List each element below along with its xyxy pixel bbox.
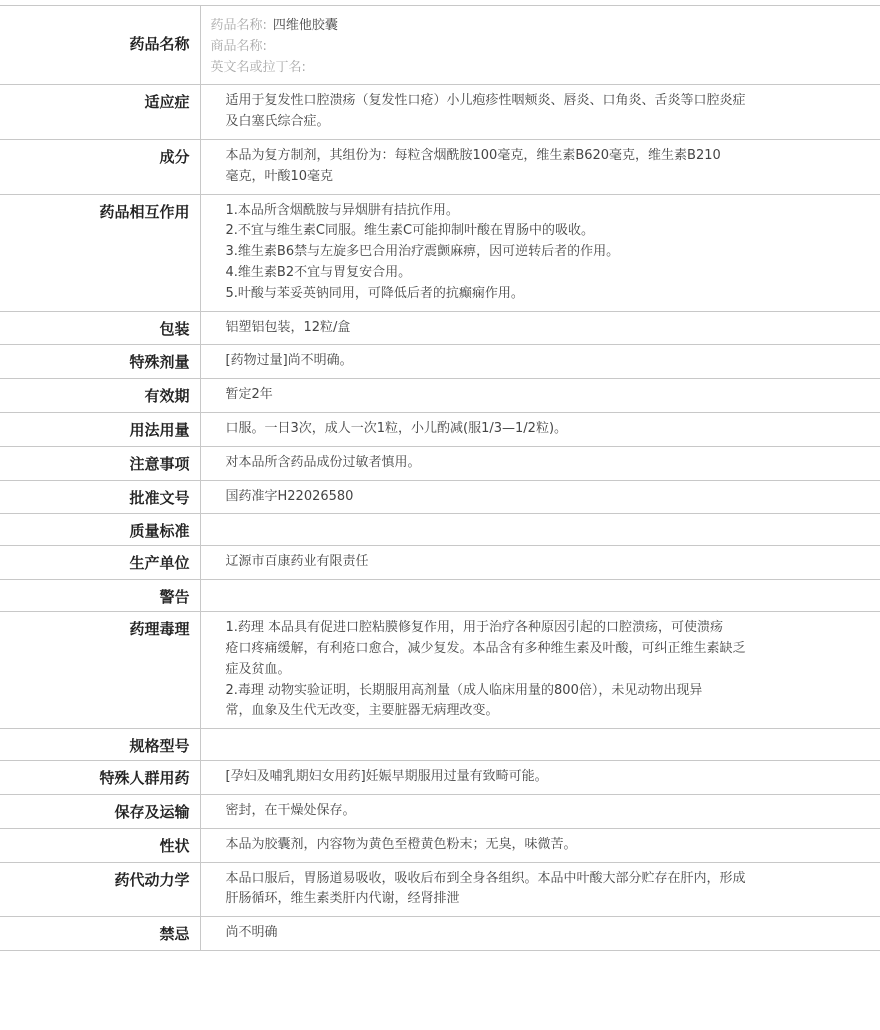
generic-name-line (211, 16, 871, 37)
value-line: 密封，在干燥处保存。 (225, 802, 356, 818)
trade-name-key: 商品名称: (210, 38, 267, 54)
value-line: 症及贫血。 (225, 661, 291, 677)
value-line: 4.维生素B2不宜与胃复安合用。 (225, 264, 412, 280)
value-line: 疮口疼痛缓解，有利疮口愈合，减少复发。本品含有多种维生素及叶酸，可纠正维生素缺乏 (225, 640, 746, 656)
row-value (200, 194, 880, 311)
row-label: 药理毒理 (0, 612, 200, 729)
row-label: 药品相互作用 (0, 194, 200, 311)
row-value (200, 412, 880, 446)
info-row (0, 729, 880, 761)
value-line: 口服。一日3次，成人一次1粒，小儿酌减(服1/3—1/2粒)。 (225, 420, 568, 436)
info-row (0, 514, 880, 546)
row-label: 禁忌 (0, 917, 200, 951)
trade-name-line (211, 37, 871, 58)
info-row (0, 85, 880, 140)
value-line: 国药准字H22026580 (225, 488, 354, 504)
value-line: 暂定2年 (225, 387, 273, 403)
generic-name-key: 药品名称: (210, 18, 267, 33)
value-line: 尚不明确 (225, 925, 278, 941)
row-value (200, 446, 880, 480)
value-line: 1.药理 本品具有促进口腔粘膜修复作用，用于治疗各种原因引起的口腔溃疡，可使溃疡 (225, 620, 724, 636)
info-row (0, 761, 880, 795)
row-value (200, 311, 880, 345)
row-label: 药品名称 (0, 6, 200, 85)
row-label: 药代动力学 (0, 862, 200, 917)
info-row (0, 917, 880, 951)
value-line: 本品口服后，胃肠道易吸收，吸收后布到全身各组织。本品中叶酸大部分贮存在肝内，形成 (225, 870, 746, 886)
row-value (200, 379, 880, 413)
drug-name-row (0, 6, 880, 85)
row-label: 警告 (0, 580, 200, 612)
value-line: 3.维生素B6禁与左旋多巴合用治疗震颤麻痹，因可逆转后者的作用。 (225, 244, 620, 260)
row-label: 保存及运输 (0, 794, 200, 828)
row-label: 批准文号 (0, 480, 200, 514)
info-row (0, 612, 880, 729)
value-line: 2.毒理 动物实验证明，长期服用高剂量（成人临床用量的800倍），未见动物出现异 (225, 682, 703, 698)
row-value (200, 862, 880, 917)
row-value (200, 139, 880, 194)
row-label: 生产单位 (0, 546, 200, 580)
english-name-key: 英文名或拉丁名: (210, 59, 306, 75)
info-row (0, 580, 880, 612)
row-label: 质量标准 (0, 514, 200, 546)
row-value (200, 514, 880, 546)
row-value (200, 794, 880, 828)
info-row (0, 345, 880, 379)
info-row (0, 139, 880, 194)
value-line: 毫克，叶酸10毫克 (225, 168, 334, 184)
info-row (0, 446, 880, 480)
value-line: 常，血象及生代无改变，主要脏器无病理改变。 (225, 703, 499, 719)
row-label: 特殊剂量 (0, 345, 200, 379)
drug-name-values (200, 6, 880, 85)
row-value (200, 546, 880, 580)
row-label: 规格型号 (0, 729, 200, 761)
info-row (0, 546, 880, 580)
info-row (0, 311, 880, 345)
value-line: 辽源市百康药业有限责任 (225, 554, 369, 570)
value-line: 肝肠循环，维生素类肝内代谢，经肾排泄 (225, 891, 460, 907)
info-row (0, 828, 880, 862)
row-value (200, 729, 880, 761)
row-label: 适应症 (0, 85, 200, 140)
info-row (0, 794, 880, 828)
english-name-line (211, 58, 871, 79)
value-line: 2.不宜与维生素C同服。维生素C可能抑制叶酸在胃肠中的吸收。 (225, 223, 595, 239)
value-line: 对本品所含药品成份过敏者慎用。 (225, 454, 421, 470)
row-value (200, 345, 880, 379)
value-line: 适用于复发性口腔溃疡（复发性口疮）小儿疱疹性咽颊炎、唇炎、口角炎、舌炎等口腔炎症 (225, 93, 746, 109)
value-line: 本品为复方制剂，其组份为：每粒含烟酰胺100毫克，维生素B620毫克，维生素B210 (225, 147, 721, 163)
row-label: 包装 (0, 311, 200, 345)
row-label: 特殊人群用药 (0, 761, 200, 795)
row-value (200, 612, 880, 729)
value-line: [药物过量]尚不明确。 (225, 353, 353, 369)
row-value (200, 828, 880, 862)
info-row (0, 412, 880, 446)
drug-info-table (0, 5, 880, 951)
row-value (200, 480, 880, 514)
row-label: 用法用量 (0, 412, 200, 446)
generic-name-value: 四维他胶囊 (272, 18, 338, 33)
value-line: 本品为胶囊剂，内容物为黄色至橙黄色粉末；无臭，味微苦。 (225, 836, 577, 852)
value-line: [孕妇及哺乳期妇女用药]妊娠早期服用过量有致畸可能。 (225, 769, 548, 785)
info-row (0, 194, 880, 311)
row-label: 性状 (0, 828, 200, 862)
value-line: 5.叶酸与苯妥英钠同用，可降低后者的抗癫痫作用。 (225, 285, 524, 301)
info-row (0, 379, 880, 413)
value-line: 1.本品所含烟酰胺与异烟肼有拮抗作用。 (225, 202, 459, 218)
value-line: 铝塑铝包装，12粒/盒 (225, 319, 351, 335)
row-value (200, 580, 880, 612)
info-row (0, 480, 880, 514)
row-value (200, 85, 880, 140)
value-line: 及白塞氏综合症。 (225, 114, 330, 130)
info-row (0, 862, 880, 917)
row-label: 注意事项 (0, 446, 200, 480)
row-label: 成分 (0, 139, 200, 194)
row-label: 有效期 (0, 379, 200, 413)
row-value (200, 917, 880, 951)
row-value (200, 761, 880, 795)
